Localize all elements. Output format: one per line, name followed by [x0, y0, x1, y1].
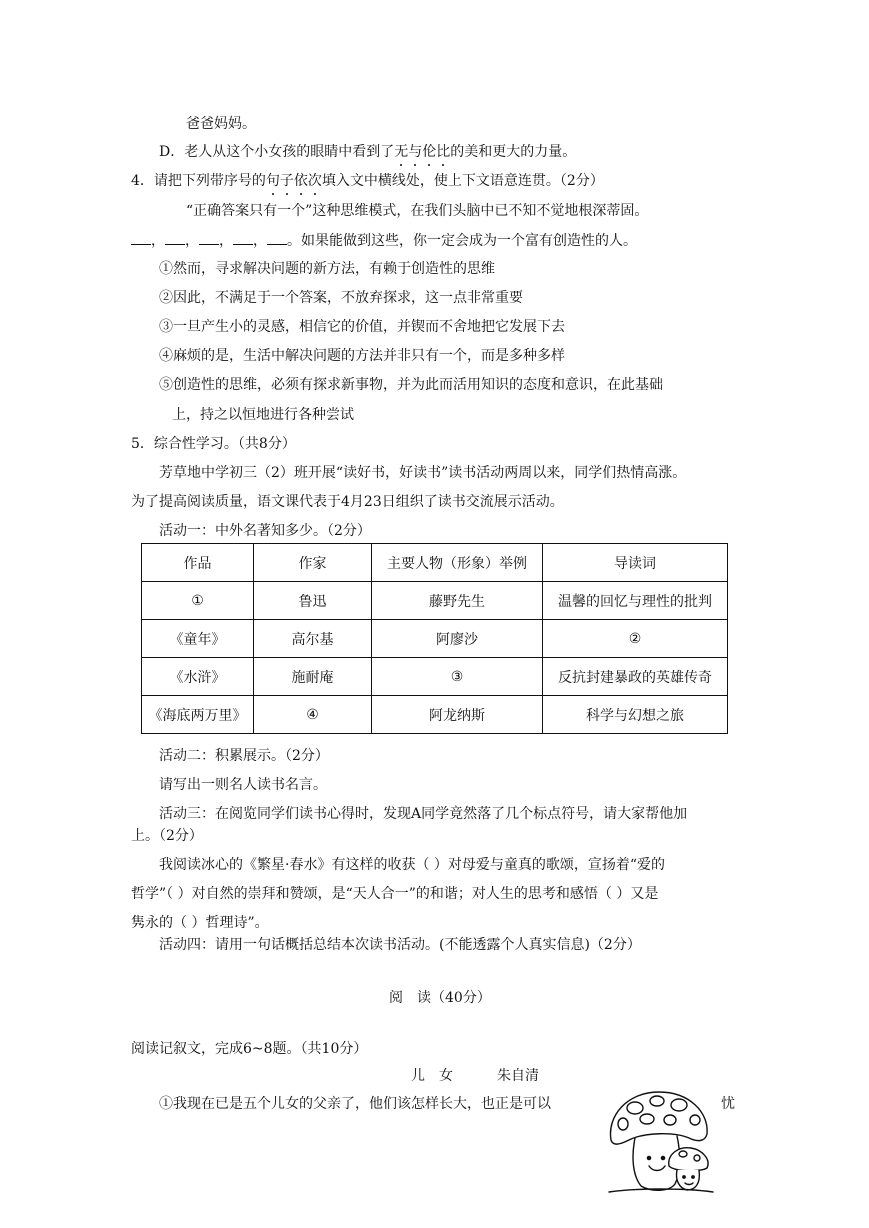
article-author: 朱自清 — [497, 1068, 539, 1084]
table-cell: 施耐庵 — [254, 658, 372, 696]
table-cell: ② — [543, 620, 728, 658]
q4-paragraph: “正确答案只有一个”这种思维模式，在我们头脑中已不知不觉地根深蒂固。 — [186, 203, 649, 219]
table-header-row — [142, 544, 728, 582]
q4-option-2: ②因此，不满足于一个答案，不放弃探求，这一点非常重要 — [159, 290, 523, 306]
q5-intro-cont: 为了提高阅读质量，语文课代表于4月23日组织了读书交流展示活动。 — [131, 494, 564, 510]
answer-blank[interactable] — [165, 230, 185, 245]
table-cell: 反抗封建暴政的英雄传奇 — [543, 658, 728, 696]
q3-continuation: 爸爸妈妈。 — [186, 116, 256, 132]
table-header-cell: 主要人物（形象）举例 — [372, 544, 543, 582]
activity-2-question: 请写出一则名人读书名言。 — [159, 777, 327, 793]
table-cell: 科学与幻想之旅 — [543, 696, 728, 734]
activity-3-title-cont: 上。（2分） — [131, 828, 203, 844]
table-cell: 鲁迅 — [254, 582, 372, 620]
answer-blank[interactable] — [131, 230, 151, 245]
table-cell: 藤野先生 — [372, 582, 543, 620]
activity-3-passage: 我阅读冰心的《繁星·春水》有这样的收获（ ）对母爱与童真的歌颂，宣扬着“爱的 — [159, 857, 666, 873]
table-cell: 温馨的回忆与理性的批判 — [543, 582, 728, 620]
activity-1-title: 活动一：中外名著知多少。（2分） — [159, 523, 371, 539]
q5-intro: 芳草地中学初三（2）班开展“读好书，好读书”读书活动两周以来，同学们热情高涨。 — [159, 465, 687, 481]
table-cell: ④ — [254, 696, 372, 734]
activity-3-title: 活动三：在阅览同学们读书心得时，发现A同学竟然落了几个标点符号，请大家帮他加 — [159, 806, 688, 822]
article-first-line: ①我现在已是五个儿女的父亲了，他们该怎样长大，也正是可以 — [159, 1096, 551, 1112]
table-header-cell: 作家 — [254, 544, 372, 582]
table-row — [142, 658, 728, 696]
activity-3-passage-cont: 哲学”（ ）对自然的崇拜和赞颂，是“天人合一”的和谐；对人生的思考和感悟（ ）又是 — [131, 886, 659, 902]
table-header-cell: 导读词 — [543, 544, 728, 582]
q4-option-1: ①然而，寻求解决问题的新方法，有赖于创造性的思维 — [159, 261, 495, 277]
answer-blank[interactable] — [199, 230, 219, 245]
q5-title: 5．综合性学习。（共8分） — [131, 436, 296, 452]
table-cell: 《水浒》 — [142, 658, 254, 696]
q4-blanks-line: ， ， ， ， 。如果能做到这些，你一定会成为一个富有创造性的人。 — [131, 230, 637, 251]
table-cell: ① — [142, 582, 254, 620]
works-table — [141, 543, 728, 734]
q4-option-4: ④麻烦的是，生活中解决问题的方法并非只有一个，而是多种多样 — [159, 348, 565, 364]
q3-option-d: D．老人从这个小女孩的眼睛中看到了无与伦比的美和更大的力量。 — [159, 144, 577, 160]
article-first-line-end: 忧 — [721, 1096, 735, 1112]
activity-2-title: 活动二：积累展示。（2分） — [159, 748, 329, 764]
table-cell: 阿龙纳斯 — [372, 696, 543, 734]
table-row — [142, 582, 728, 620]
reading-instruction: 阅读记叙文，完成6~8题。（共10分） — [131, 1041, 368, 1057]
answer-blank[interactable] — [267, 230, 287, 245]
article-title: 儿 女 — [411, 1068, 453, 1084]
table-row — [142, 620, 728, 658]
q4-stem: 4．请把下列带序号的句子依次填入文中横线处，使上下文语意连贯。（2分） — [131, 173, 604, 189]
q4-option-5-cont: 上，持之以恒地进行各种尝试 — [172, 407, 354, 423]
table-cell: 高尔基 — [254, 620, 372, 658]
mushroom-cartoon-icon — [605, 1088, 715, 1194]
table-cell: 《海底两万里》 — [142, 696, 254, 734]
table-cell: ③ — [372, 658, 543, 696]
answer-blank[interactable] — [233, 230, 253, 245]
activity-4-title: 活动四：请用一句话概括总结本次读书活动。(不能透露个人真实信息)（2分） — [159, 937, 641, 953]
reading-section-heading: 阅 读（40分） — [389, 990, 491, 1006]
activity-3-passage-end: 隽永的（ ）哲理诗”。 — [131, 915, 269, 931]
q4-option-3: ③一旦产生小的灵感，相信它的价值，并锲而不舍地把它发展下去 — [159, 319, 565, 335]
table-cell: 阿廖沙 — [372, 620, 543, 658]
table-row — [142, 696, 728, 734]
table-header-cell: 作品 — [142, 544, 254, 582]
table-cell: 《童年》 — [142, 620, 254, 658]
q4-option-5: ⑤创造性的思维，必须有探求新事物，并为此而活用知识的态度和意识，在此基础 — [159, 377, 663, 393]
